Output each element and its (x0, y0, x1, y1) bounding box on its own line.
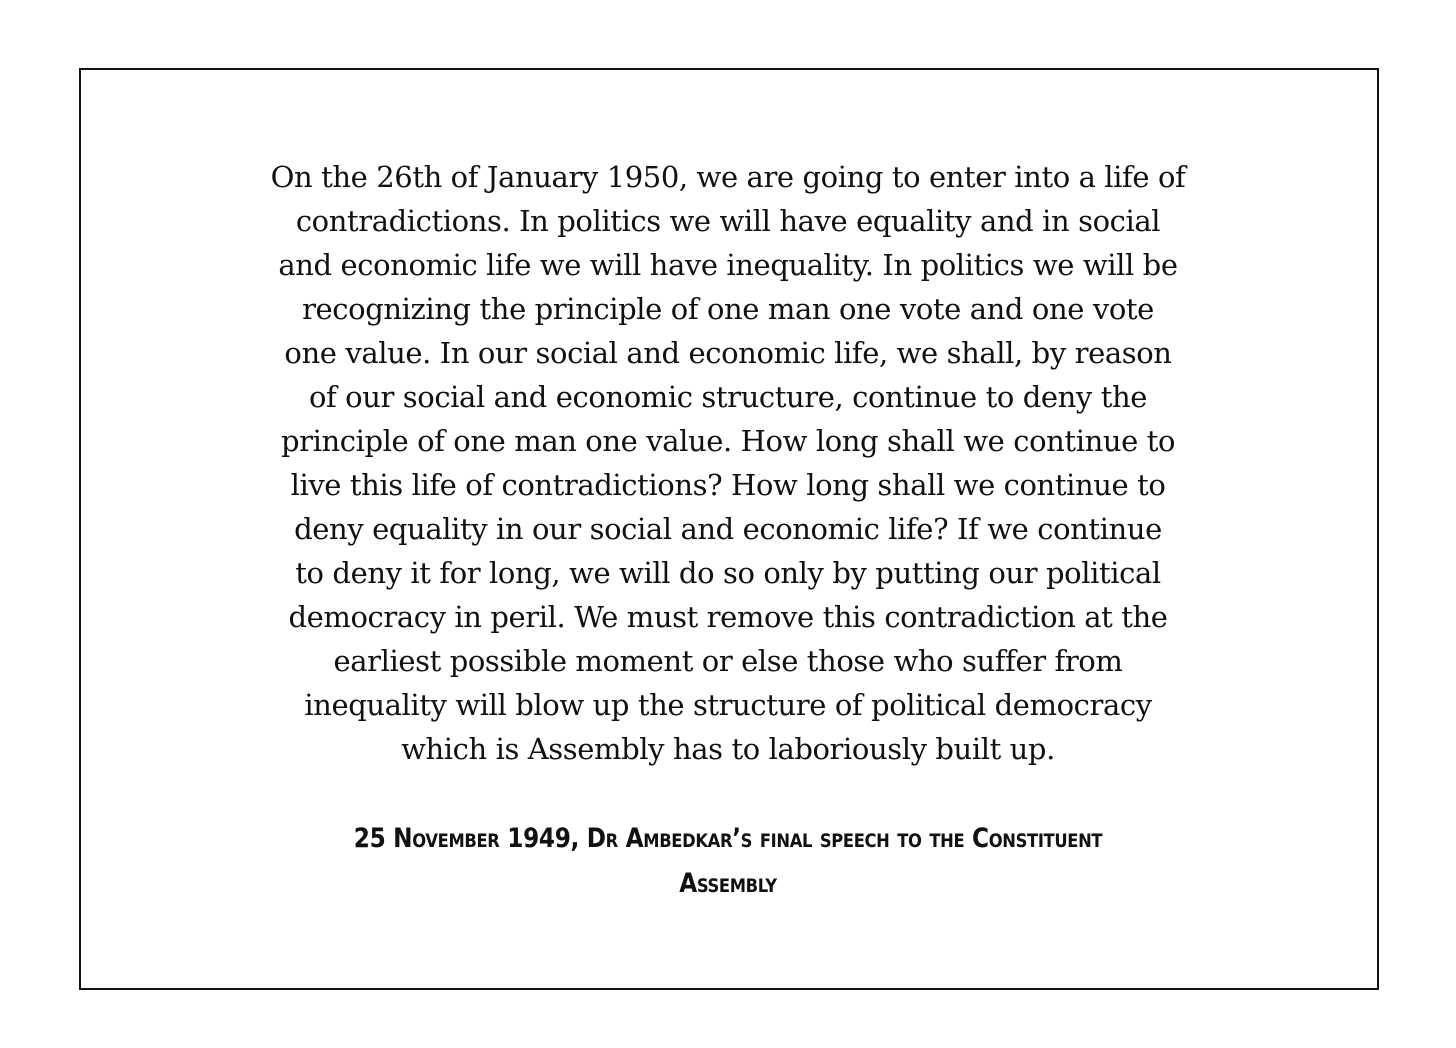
attribution-line: 25 November 1949, Dr Ambedkar’s final speech to the Constituent (353, 823, 1103, 854)
quote-line: On the 26th of January 1950, we are going to enter into a life of (270, 160, 1186, 194)
quote-line: contradictions. In politics we will have equality and in social (295, 204, 1161, 238)
quote-line: of our social and economic structure, continue to deny the (308, 380, 1148, 414)
quote-line: inequality will blow up the structure of political democracy (304, 688, 1152, 722)
quote-line: one value. In our social and economic life, we shall, by reason (284, 336, 1172, 370)
quote-line: deny equality in our social and economic life? If we continue (294, 512, 1162, 546)
quote-line: recognizing the principle of one man one vote and one vote (302, 292, 1154, 326)
quote-line: and economic life we will have inequality. In politics we will be (278, 248, 1178, 282)
quote-text (220, 155, 1236, 771)
quote-line: earliest possible moment or else those who suffer from (333, 644, 1123, 678)
quote-line: which is Assembly has to laboriously built up. (401, 732, 1055, 766)
quote-attribution (274, 816, 1182, 906)
quote-line: live this life of contradictions? How long shall we continue to (290, 468, 1166, 502)
quote-line: to deny it for long, we will do so only by putting our political (295, 556, 1161, 590)
quote-line: democracy in peril. We must remove this contradiction at the (288, 600, 1168, 634)
quote-line: principle of one man one value. How long shall we continue to (280, 424, 1176, 458)
attribution-line: Assembly (679, 868, 777, 899)
